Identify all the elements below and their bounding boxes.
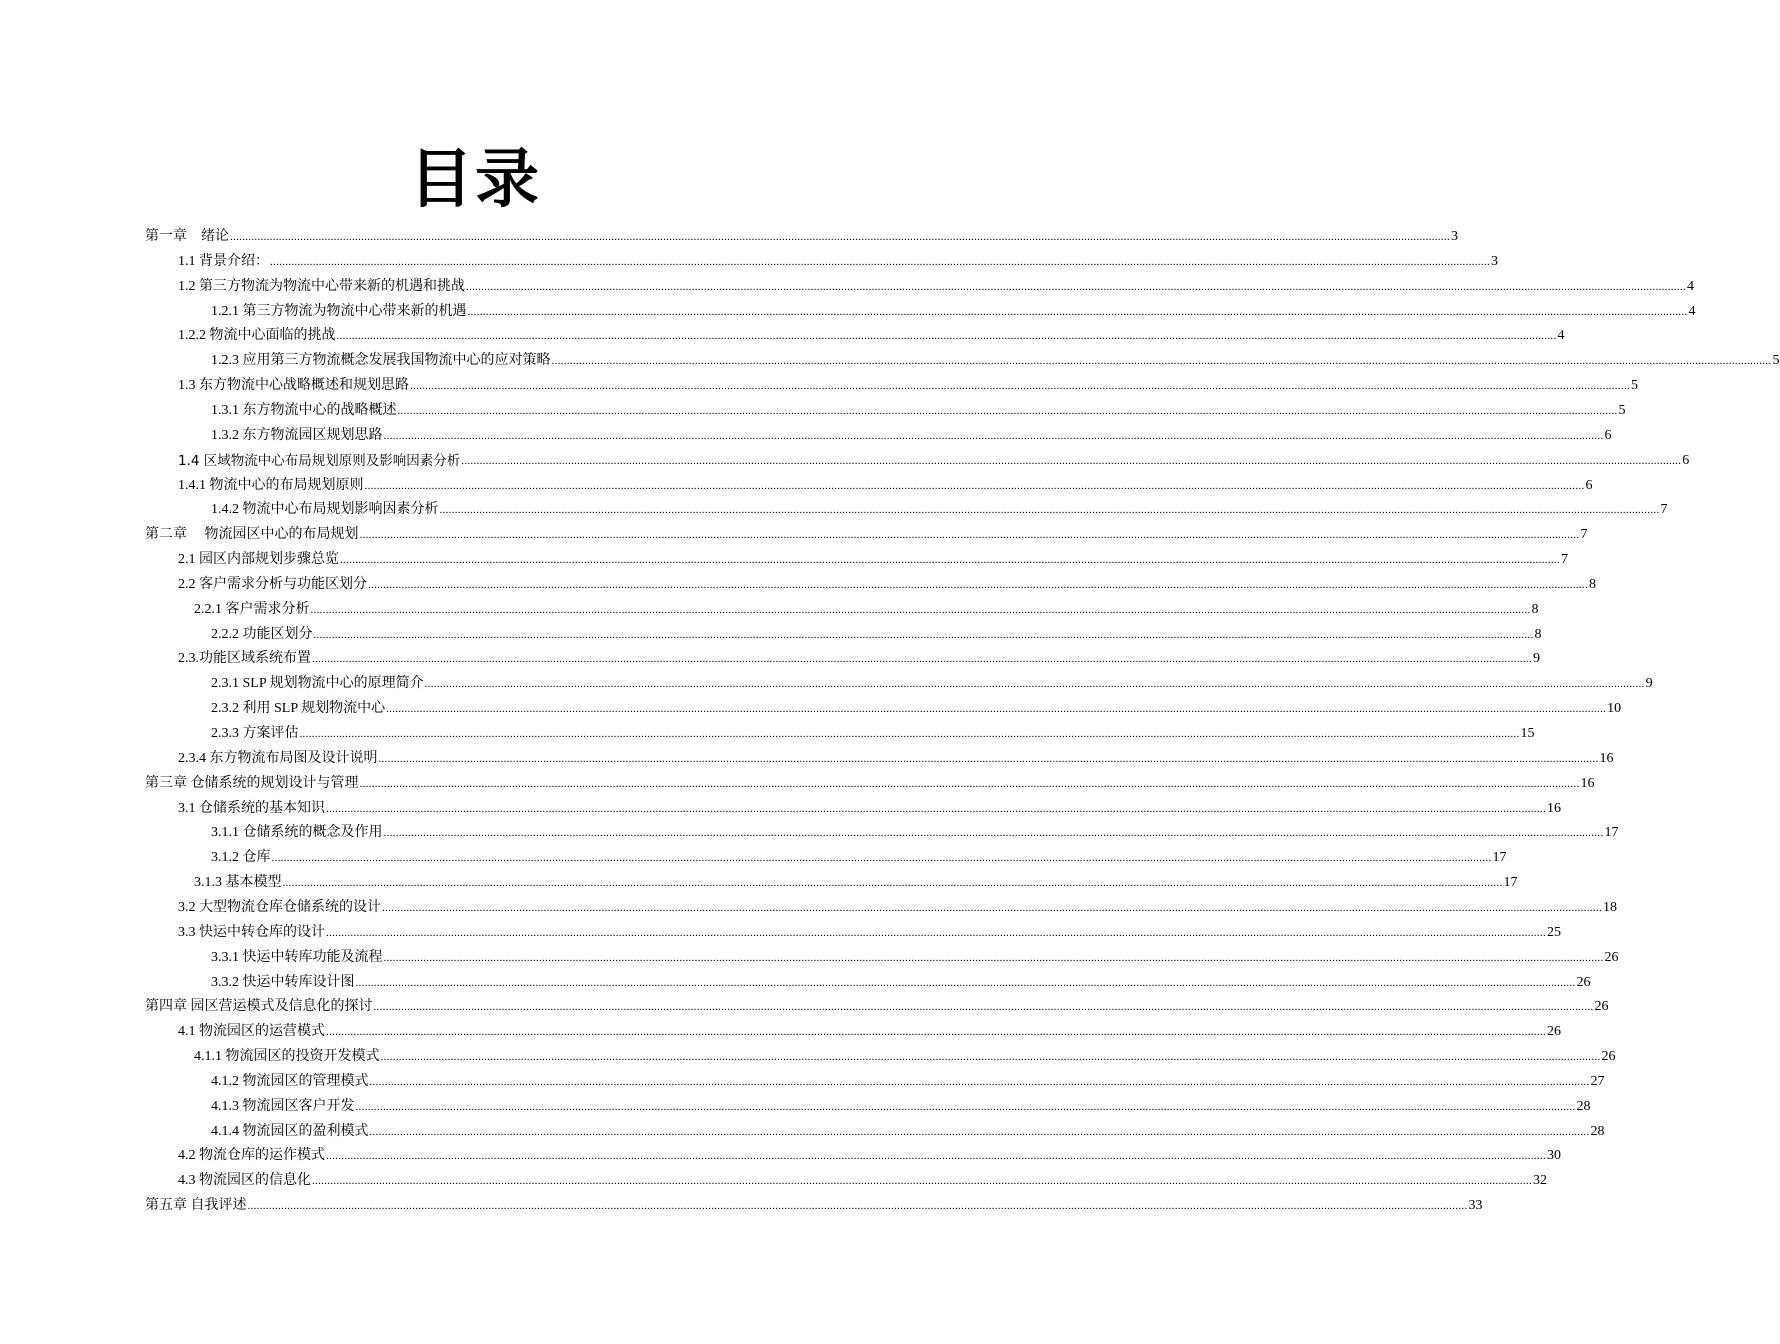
toc-entry[interactable] bbox=[194, 872, 1518, 892]
toc-entry[interactable] bbox=[178, 798, 1561, 818]
toc-entry-page: 26 bbox=[1604, 949, 1619, 965]
toc-entry[interactable] bbox=[211, 972, 1591, 992]
toc-entry[interactable] bbox=[178, 251, 1498, 271]
toc-entry[interactable] bbox=[211, 723, 1535, 743]
toc-entry-title: 3.1.1 仓储系统的概念及作用 bbox=[211, 825, 383, 841]
toc-entry-title: 3.1.2 仓库 bbox=[211, 850, 271, 866]
toc-entry-page: 32 bbox=[1533, 1173, 1547, 1189]
toc-leader-dots: ................................................................................................................................................................................................................................................................................................................................................................................................................ bbox=[313, 628, 1534, 641]
toc-entry-title: 1.2.1 第三方物流为物流中心带来新的机遇 bbox=[211, 303, 467, 319]
toc-entry[interactable] bbox=[145, 773, 1595, 793]
toc-entry-page: 27 bbox=[1590, 1073, 1605, 1089]
toc-entry-title: 3.3.1 快运中转库功能及流程 bbox=[211, 949, 383, 965]
toc-entry-title: 2.3.4 东方物流布局图及设计说明 bbox=[178, 750, 378, 766]
toc-entry[interactable] bbox=[178, 1145, 1561, 1165]
toc-entry-page: 4 bbox=[1687, 278, 1694, 294]
toc-entry[interactable] bbox=[194, 599, 1539, 619]
toc-entry-title: 1.4 区域物流中心布局规划原则及影响因素分析 bbox=[178, 452, 461, 469]
toc-entry[interactable] bbox=[211, 847, 1507, 867]
toc-entry-page: 7 bbox=[1561, 552, 1568, 568]
toc-entry-page: 6 bbox=[1604, 427, 1612, 443]
toc-leader-dots: ................................................................................................................................................................................................................................................................................................................................................................................................................ bbox=[299, 728, 1520, 740]
toc-entry-page: 9 bbox=[1645, 676, 1653, 692]
toc-entry[interactable] bbox=[145, 524, 1588, 544]
toc-entry-page: 7 bbox=[1660, 502, 1668, 518]
toc-entry-title: 3.2 大型物流仓库仓储系统的设计 bbox=[178, 899, 381, 915]
toc-entry[interactable] bbox=[178, 276, 1694, 296]
toc-entry-title: 4.2 物流仓库的运作模式 bbox=[178, 1148, 325, 1164]
toc-leader-dots: ................................................................................................................................................................................................................................................................................................................................................................................................................ bbox=[355, 976, 1576, 989]
toc-leader-dots: ................................................................................................................................................................................................................................................................................................................................................................................................................ bbox=[383, 429, 1604, 442]
toc-entry[interactable] bbox=[145, 996, 1609, 1016]
toc-entry-page: 5 bbox=[1631, 378, 1638, 394]
toc-leader-dots: ................................................................................................................................................................................................................................................................................................................................................................................................................ bbox=[551, 355, 1772, 368]
toc-entry-page: 8 bbox=[1534, 626, 1542, 642]
toc-entry-title: 4.1.2 物流园区的管理模式 bbox=[211, 1073, 369, 1089]
toc-entry-page: 17 bbox=[1604, 825, 1619, 841]
toc-entry[interactable] bbox=[178, 648, 1540, 668]
toc-leader-dots: ................................................................................................................................................................................................................................................................................................................................................................................................................ bbox=[382, 901, 1602, 914]
toc-entry[interactable] bbox=[211, 947, 1619, 967]
toc-entry[interactable] bbox=[211, 673, 1653, 693]
toc-entry[interactable] bbox=[178, 1021, 1561, 1041]
toc-entry-page: 18 bbox=[1603, 899, 1617, 915]
toc-entry-page: 3 bbox=[1491, 253, 1498, 269]
toc-entry-title: 1.4.1 物流中心的布局规划原则 bbox=[178, 477, 364, 493]
toc-leader-dots: ................................................................................................................................................................................................................................................................................................................................................................................................................ bbox=[312, 653, 1532, 666]
toc-entry-page: 26 bbox=[1601, 1049, 1616, 1065]
toc-entry-title: 2.3.3 方案评估 bbox=[211, 726, 299, 741]
toc-entry-title: 4.1 物流园区的运营模式 bbox=[178, 1024, 325, 1040]
toc-entry-page: 4 bbox=[1557, 328, 1565, 344]
toc-entry-title: 3.3.2 快运中转库设计图 bbox=[211, 974, 355, 990]
toc-entry-page: 26 bbox=[1576, 974, 1591, 990]
toc-leader-dots: ................................................................................................................................................................................................................................................................................................................................................................................................................ bbox=[355, 1100, 1576, 1113]
toc-entry-page: 16 bbox=[1547, 800, 1561, 816]
toc-entry-page: 8 bbox=[1531, 601, 1539, 617]
toc-entry[interactable] bbox=[211, 1121, 1605, 1141]
toc-entry-page: 5 bbox=[1618, 402, 1626, 418]
toc-entry-page: 7 bbox=[1580, 527, 1588, 543]
toc-leader-dots: ................................................................................................................................................................................................................................................................................................................................................................................................................ bbox=[359, 529, 1580, 542]
page-title: 目录 bbox=[409, 143, 541, 217]
toc-leader-dots: ................................................................................................................................................................................................................................................................................................................................................................................................................ bbox=[373, 1001, 1594, 1014]
toc-entry-page: 3 bbox=[1451, 229, 1458, 244]
toc-entry-title: 第三章 仓储系统的规划设计与管理 bbox=[145, 775, 359, 791]
toc-entry-title: 2.2 客户需求分析与功能区划分 bbox=[178, 576, 367, 592]
toc-leader-dots: ................................................................................................................................................................................................................................................................................................................................................................................................................ bbox=[326, 1150, 1546, 1163]
toc-entry[interactable] bbox=[211, 1096, 1591, 1116]
toc-entry-page: 6 bbox=[1682, 452, 1690, 468]
toc-leader-dots: ................................................................................................................................................................................................................................................................................................................................................................................................................ bbox=[461, 454, 1682, 467]
toc-entry-page: 6 bbox=[1585, 477, 1593, 493]
toc-entry-page: 4 bbox=[1688, 303, 1696, 319]
toc-entry[interactable] bbox=[211, 400, 1626, 420]
toc-entry-title: 3.3 快运中转仓库的设计 bbox=[178, 924, 325, 940]
toc-entry-title: 4.1.4 物流园区的盈利模式 bbox=[211, 1123, 369, 1139]
toc-entry-page: 16 bbox=[1599, 750, 1614, 766]
toc-entry-page: 30 bbox=[1547, 1148, 1561, 1164]
toc-entry[interactable] bbox=[178, 475, 1593, 495]
toc-entry[interactable] bbox=[211, 350, 1780, 370]
toc-leader-dots: ................................................................................................................................................................................................................................................................................................................................................................................................................ bbox=[368, 578, 1588, 591]
toc-leader-dots: ................................................................................................................................................................................................................................................................................................................................................................................................................ bbox=[424, 678, 1645, 691]
toc-leader-dots: ................................................................................................................................................................................................................................................................................................................................................................................................................ bbox=[312, 1175, 1532, 1188]
toc-leader-dots: ................................................................................................................................................................................................................................................................................................................................................................................................................ bbox=[467, 305, 1688, 318]
toc-leader-dots: ................................................................................................................................................................................................................................................................................................................................................................................................................ bbox=[364, 479, 1585, 492]
toc-entry-page: 9 bbox=[1533, 651, 1540, 667]
toc-leader-dots: ................................................................................................................................................................................................................................................................................................................................................................................................................ bbox=[310, 603, 1531, 616]
toc-entry-page: 5 bbox=[1772, 353, 1780, 369]
toc-entry[interactable] bbox=[211, 499, 1668, 519]
toc-leader-dots: ................................................................................................................................................................................................................................................................................................................................................................................................................ bbox=[340, 554, 1560, 567]
toc-entry[interactable] bbox=[178, 748, 1614, 768]
toc-entry-title: 2.2.1 客户需求分析 bbox=[194, 601, 310, 617]
toc-leader-dots: ................................................................................................................................................................................................................................................................................................................................................................................................................ bbox=[247, 1200, 1468, 1213]
toc-entry[interactable] bbox=[211, 1071, 1605, 1091]
toc-leader-dots: ................................................................................................................................................................................................................................................................................................................................................................................................................ bbox=[378, 752, 1599, 765]
toc-leader-dots: ................................................................................................................................................................................................................................................................................................................................................................................................................ bbox=[386, 703, 1607, 716]
toc-entry-title: 4.1.3 物流园区客户开发 bbox=[211, 1098, 355, 1114]
toc-entry[interactable] bbox=[178, 375, 1638, 395]
toc-entry-page: 15 bbox=[1520, 726, 1535, 741]
toc-leader-dots: ................................................................................................................................................................................................................................................................................................................................................................................................................ bbox=[326, 926, 1546, 939]
toc-entry[interactable] bbox=[211, 822, 1619, 842]
toc-entry[interactable] bbox=[178, 450, 1690, 470]
toc-leader-dots: ................................................................................................................................................................................................................................................................................................................................................................................................................ bbox=[439, 504, 1660, 517]
toc-entry-title: 第二章 物流园区中心的布局规划 bbox=[145, 527, 359, 543]
toc-entry-page: 10 bbox=[1607, 701, 1622, 717]
toc-entry-title: 1.3.1 东方物流中心的战略概述 bbox=[211, 402, 397, 418]
toc-entry-page: 28 bbox=[1576, 1098, 1591, 1114]
toc-leader-dots: ................................................................................................................................................................................................................................................................................................................................................................................................................ bbox=[380, 1051, 1601, 1064]
toc-entry-title: 2.2.2 功能区划分 bbox=[211, 626, 313, 642]
toc-entry[interactable] bbox=[145, 1195, 1483, 1215]
toc-entry-title: 3.1.3 基本模型 bbox=[194, 875, 282, 891]
toc-leader-dots: ................................................................................................................................................................................................................................................................................................................................................................................................................ bbox=[282, 877, 1503, 890]
toc-leader-dots: ................................................................................................................................................................................................................................................................................................................................................................................................................ bbox=[271, 852, 1492, 865]
toc-entry[interactable] bbox=[194, 1046, 1616, 1066]
toc-entry-title: 2.3.功能区域系统布置 bbox=[178, 651, 311, 667]
toc-entry-title: 1.2.2 物流中心面临的挑战 bbox=[178, 328, 336, 344]
toc-entry-page: 17 bbox=[1503, 875, 1518, 891]
toc-entry[interactable] bbox=[178, 1170, 1547, 1190]
toc-entry-page: 33 bbox=[1468, 1198, 1483, 1214]
toc-entry-page: 26 bbox=[1547, 1024, 1561, 1040]
toc-entry-title: 2.3.1 SLP 规划物流中心的原理简介 bbox=[211, 676, 424, 692]
toc-entry[interactable] bbox=[178, 574, 1596, 594]
toc-leader-dots: ................................................................................................................................................................................................................................................................................................................................................................................................................ bbox=[336, 330, 1557, 343]
toc-entry-title: 4.3 物流园区的信息化 bbox=[178, 1173, 311, 1189]
toc-entry-title: 第五章 自我评述 bbox=[145, 1198, 247, 1214]
toc-leader-dots: ................................................................................................................................................................................................................................................................................................................................................................................................................ bbox=[326, 1026, 1546, 1039]
toc-entry[interactable] bbox=[178, 922, 1561, 942]
toc-entry-title: 2.3.2 利用 SLP 规划物流中心 bbox=[211, 701, 386, 717]
toc-leader-dots: ................................................................................................................................................................................................................................................................................................................................................................................................................ bbox=[383, 951, 1604, 964]
toc-entry-title: 1.2 第三方物流为物流中心带来新的机遇和挑战 bbox=[178, 278, 465, 294]
toc-entry-title: 1.3 东方物流中心战略概述和规划思路 bbox=[178, 378, 409, 394]
toc-leader-dots: ................................................................................................................................................................................................................................................................................................................................................................................................................ bbox=[326, 802, 1546, 815]
toc-leader-dots: ................................................................................................................................................................................................................................................................................................................................................................................................................ bbox=[369, 1125, 1590, 1138]
toc-entry[interactable] bbox=[211, 698, 1622, 718]
toc-leader-dots: ................................................................................................................................................................................................................................................................................................................................................................................................................ bbox=[410, 380, 1630, 393]
toc-entry[interactable] bbox=[178, 325, 1565, 345]
toc-entry-page: 25 bbox=[1547, 924, 1561, 940]
toc-entry-title: 1.1 背景介绍： bbox=[178, 253, 269, 269]
toc-entry[interactable] bbox=[145, 226, 1458, 246]
toc-entry-title: 1.4.2 物流中心布局规划影响因素分析 bbox=[211, 502, 439, 518]
toc-leader-dots: ................................................................................................................................................................................................................................................................................................................................................................................................................ bbox=[270, 255, 1490, 268]
toc-entry-page: 16 bbox=[1580, 775, 1595, 791]
toc-entry[interactable] bbox=[178, 897, 1617, 917]
toc-entry-page: 28 bbox=[1590, 1123, 1605, 1139]
toc-entry[interactable] bbox=[211, 301, 1696, 321]
toc-entry-title: 第四章 园区营运模式及信息化的探讨 bbox=[145, 999, 373, 1015]
toc-entry-page: 17 bbox=[1492, 850, 1507, 866]
toc-entry-title: 1.3.2 东方物流园区规划思路 bbox=[211, 427, 383, 443]
toc-leader-dots: ................................................................................................................................................................................................................................................................................................................................................................................................................ bbox=[230, 231, 1450, 243]
toc-leader-dots: ................................................................................................................................................................................................................................................................................................................................................................................................................ bbox=[383, 827, 1604, 840]
toc-leader-dots: ................................................................................................................................................................................................................................................................................................................................................................................................................ bbox=[369, 1075, 1590, 1088]
toc-leader-dots: ................................................................................................................................................................................................................................................................................................................................................................................................................ bbox=[359, 777, 1580, 790]
toc-entry-title: 3.1 仓储系统的基本知识 bbox=[178, 800, 325, 816]
toc-entry-title: 4.1.1 物流园区的投资开发模式 bbox=[194, 1049, 380, 1065]
toc-entry-title: 1.2.3 应用第三方物流概念发展我国物流中心的应对策略 bbox=[211, 353, 551, 369]
toc-leader-dots: ................................................................................................................................................................................................................................................................................................................................................................................................................ bbox=[397, 404, 1618, 417]
toc-entry[interactable] bbox=[211, 624, 1542, 644]
toc-entry-page: 26 bbox=[1594, 999, 1609, 1015]
toc-leader-dots: ................................................................................................................................................................................................................................................................................................................................................................................................................ bbox=[466, 280, 1686, 293]
toc-entry[interactable] bbox=[211, 425, 1612, 445]
toc-entry-page: 8 bbox=[1589, 576, 1596, 592]
toc-entry-title: 第一章 绪论 bbox=[145, 229, 229, 244]
toc-entry-title: 2.1 园区内部规划步骤总览 bbox=[178, 552, 339, 568]
toc-entry[interactable] bbox=[178, 549, 1568, 569]
